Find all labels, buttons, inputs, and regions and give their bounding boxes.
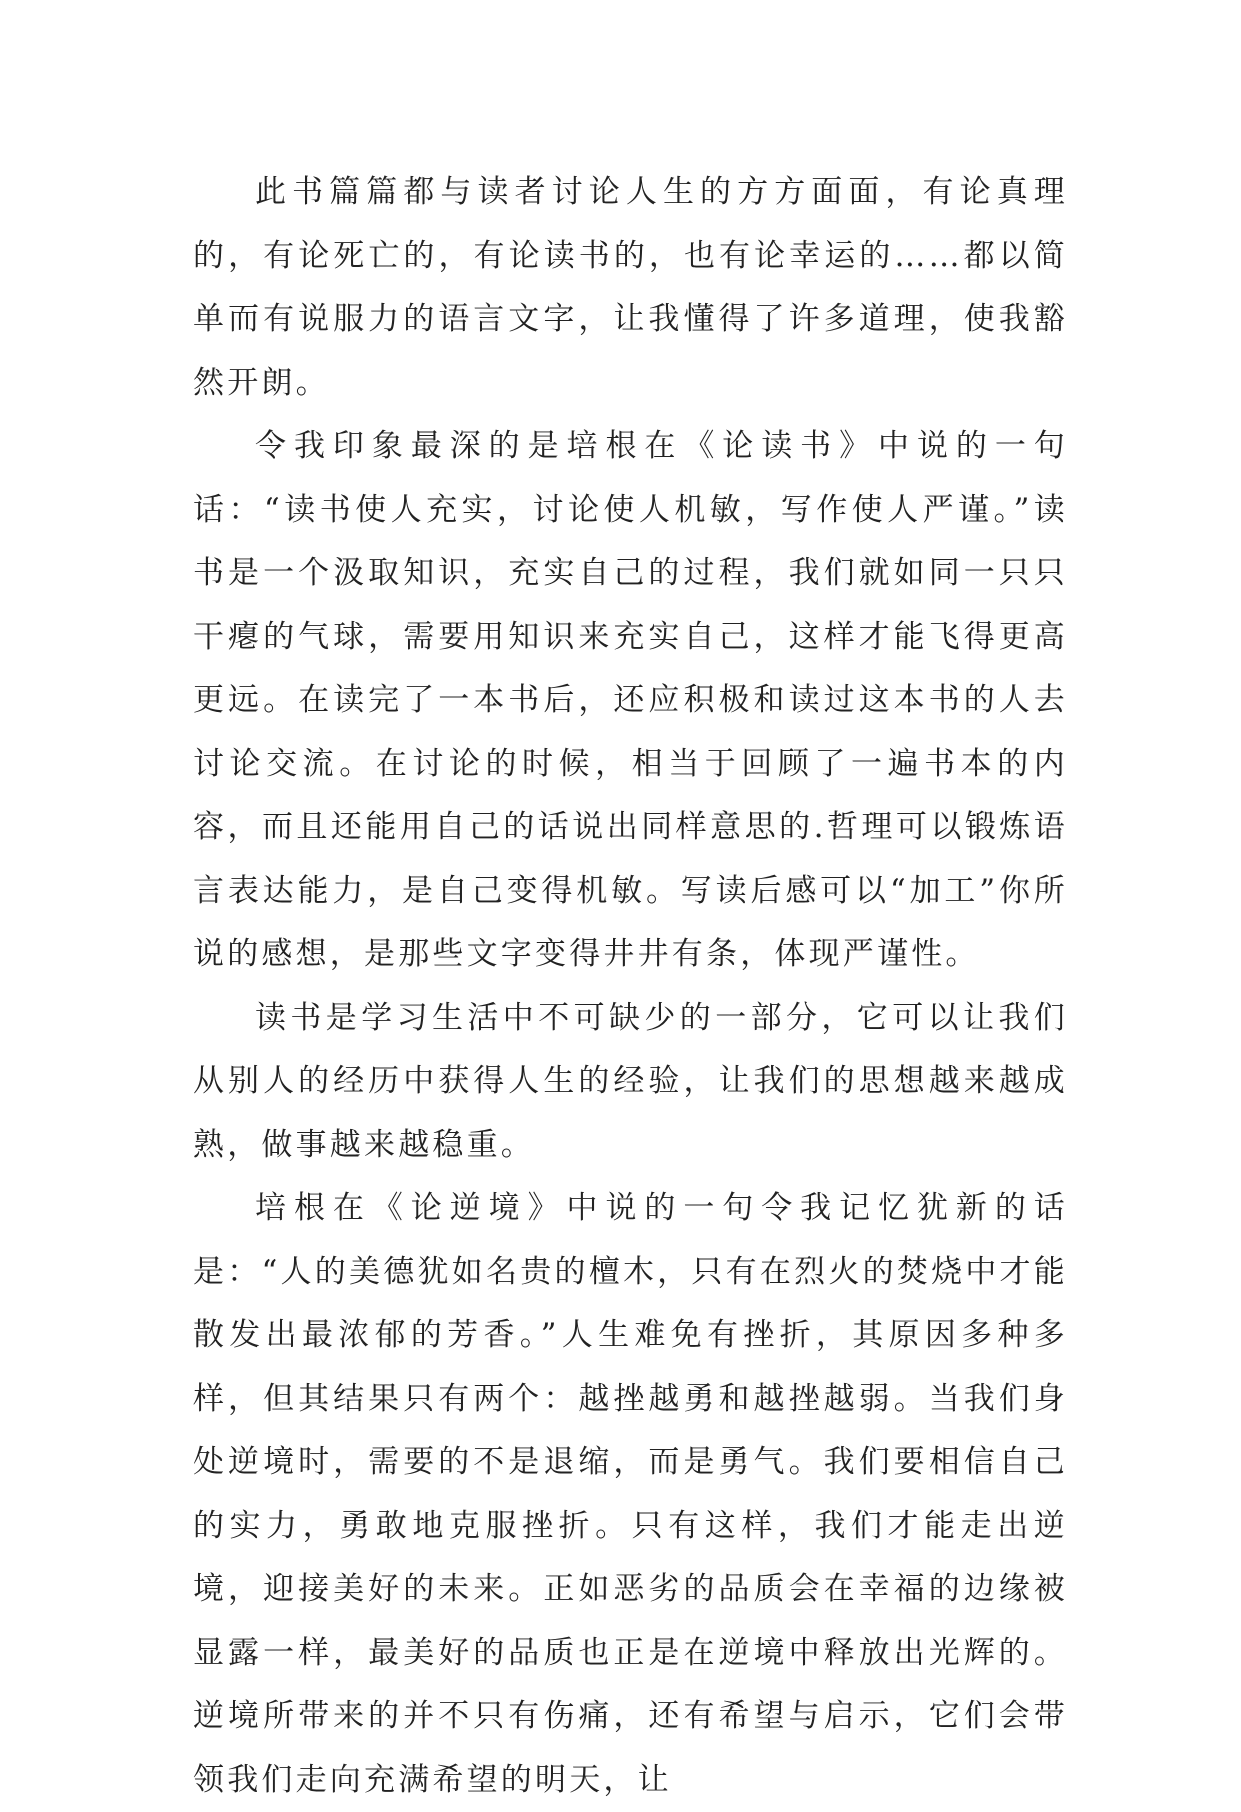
paragraph-1: 此书篇篇都与读者讨论人生的方方面面，有论真理的，有论死亡的，有论读书的，也有论幸运的……都以简单而有说服力的语言文字，让我懂得了许多道理，使我豁然开朗。	[193, 174, 1068, 401]
document-body	[193, 161, 1068, 1812]
paragraph-4: 培根在《论逆境》中说的一句令我记忆犹新的话是：“人的美德犹如名贵的檀木，只有在烈火的焚烧中才能散发出最浓郁的芳香。”人生难免有挫折，其原因多种多样，但其结果只有两个：越挫越勇和越挫越弱。当我们身处逆境时，需要的不是退缩，而是勇气。我们要相信自己的实力，勇敢地克服挫折。只有这样，我们才能走出逆境，迎接美好的未来。正如恶劣的品质会在幸福的边缘被显露一样，最美好的品质也正是在逆境中释放出光辉的。逆境所带来的并不只有伤痛，还有希望与启示，它们会带领我们走向充满希望的明天，让	[193, 1190, 1068, 1798]
paragraph-2: 令我印象最深的是培根在《论读书》中说的一句话：“读书使人充实，讨论使人机敏，写作使人严谨。”读书是一个汲取知识，充实自己的过程，我们就如同一只只干瘪的气球，需要用知识来充实自己，这样才能飞得更高更远。在读完了一本书后，还应积极和读过这本书的人去讨论交流。在讨论的时候，相当于回顾了一遍书本的内容，而且还能用自己的话说出同样意思的.哲理可以锻炼语言表达能力，是自己变得机敏。写读后感可以“加工”你所说的感想，是那些文字变得井井有条，体现严谨性。	[193, 428, 1068, 972]
paragraph-3: 读书是学习生活中不可缺少的一部分，它可以让我们从别人的经历中获得人生的经验，让我们的思想越来越成熟，做事越来越稳重。	[193, 999, 1068, 1163]
